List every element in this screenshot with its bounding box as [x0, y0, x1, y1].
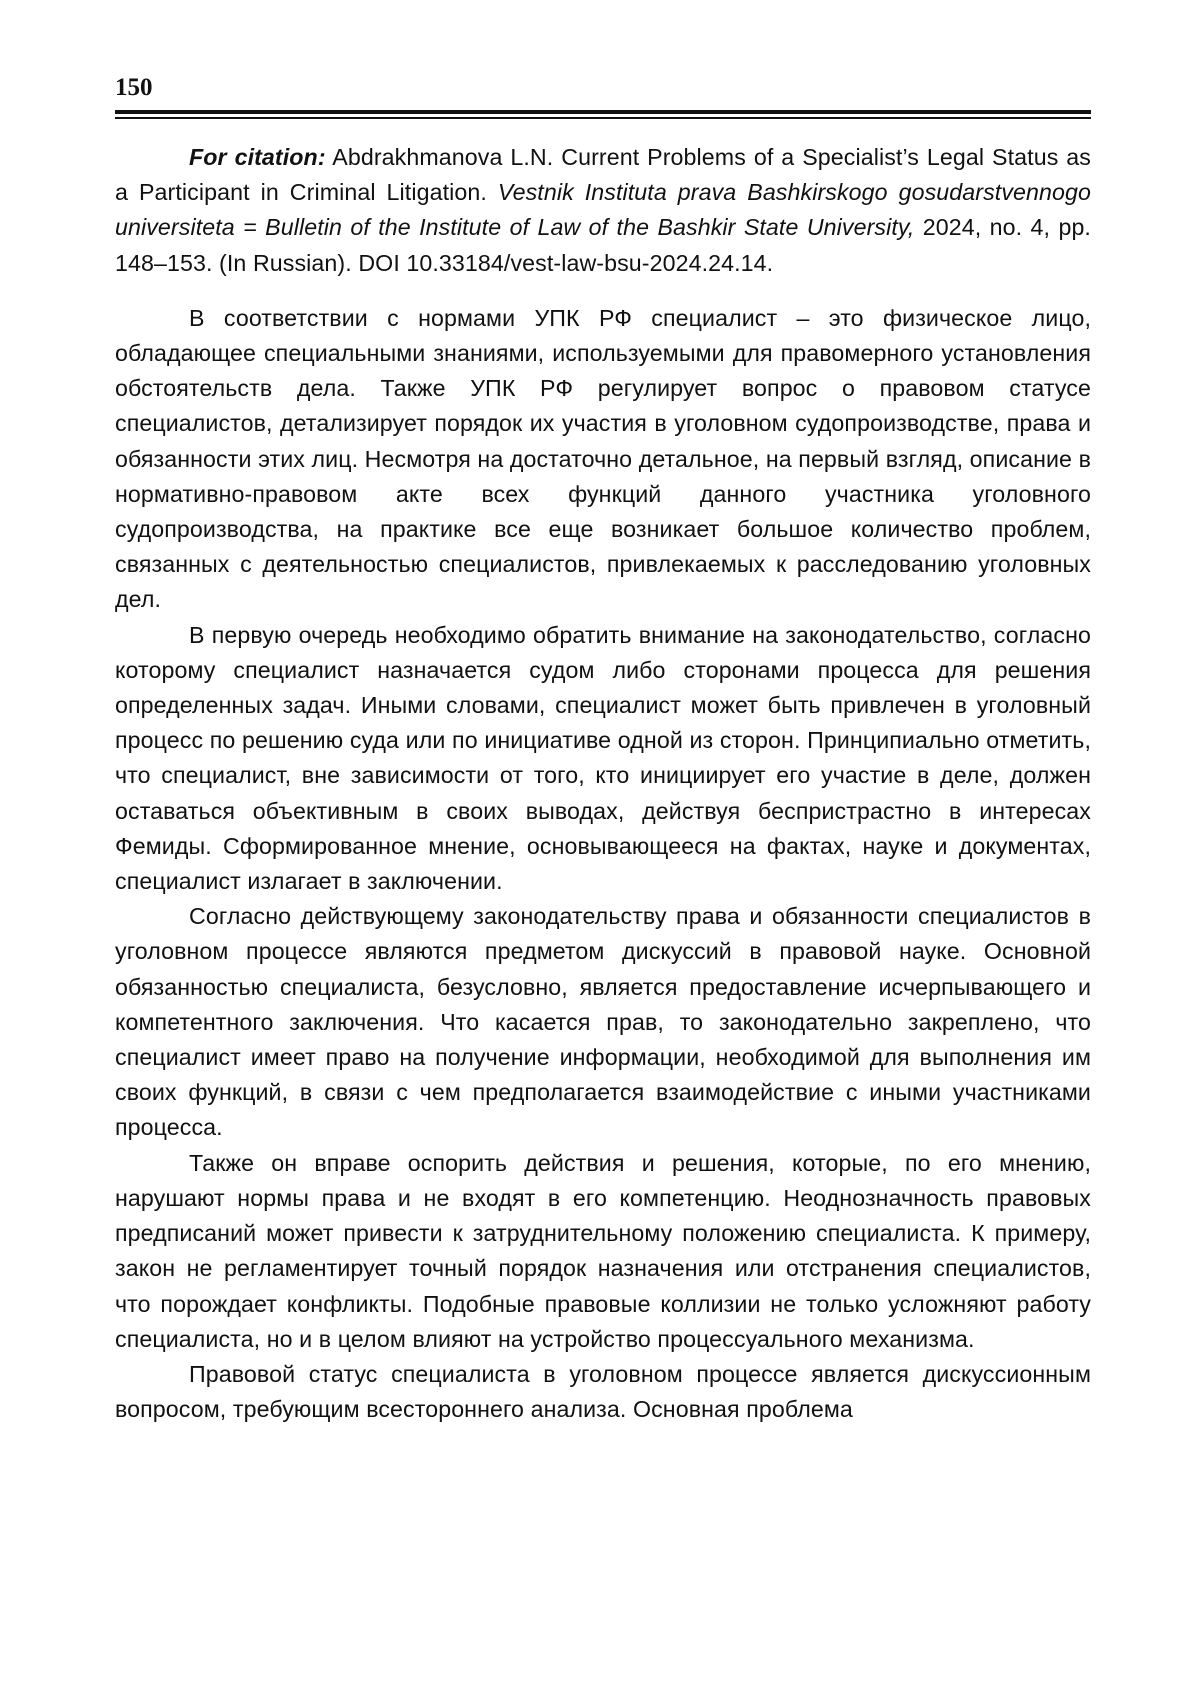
- citation-journal: Vestnik Instituta prava Bashkirskogo gosudarstvennogo universiteta = Bulletin of the Institute of Law of the Bashkir State University,: [115, 179, 1091, 241]
- citation-label: For citation:: [189, 144, 326, 170]
- article-body: [115, 140, 1091, 1427]
- header-rule-thin: [115, 117, 1091, 119]
- paragraph-1: В соответствии с нормами УПК РФ специалист – это физическое лицо, обладающее специальными знаниями, используемыми для правомерного установления обстоятельств дела. Также УПК РФ регулирует вопрос о правовом статусе специалистов, детализирует порядок их участия в уголовном судопроизводстве, права и обязанности этих лиц. Несмотря на достаточно детальное, на первый взгляд, описание в нормативно-правовом акте всех функций данного участника уголовного судопроизводства, на практике все еще возникает большое количество проблем, связанных с деятельностью специалистов, привлекаемых к расследованию уголовных дел.: [115, 304, 1091, 613]
- paragraph-3: Согласно действующему законодательству права и обязанности специалистов в уголовном процессе являются предметом дискуссий в правовой науке. Основной обязанностью специалиста, безусловно, является предоставление исчерпывающего и компетентного заключения. Что касается прав, то законодательно закреплено, что специалист имеет право на получение информации, необходимой для выполнения им своих функций, в связи с чем предполагается взаимодействие с иными участниками процесса.: [115, 903, 1091, 1141]
- citation-paragraph: [115, 140, 1091, 281]
- paragraph-5: Правовой статус специалиста в уголовном процессе является дискуссионным вопросом, требующим всестороннего анализа. Основная проблема: [115, 1360, 1091, 1423]
- page-number: 150: [115, 74, 153, 101]
- citation-text-2: 2024, no. 4, pp. 148–153. (In Russian). DOI 10.33184/vest-law-bsu-2024.24.14.: [115, 214, 1091, 276]
- paragraph-4: Также он вправе оспорить действия и решения, которые, по его мнению, нарушают нормы права и не входят в его компетенцию. Неоднозначность правовых предписаний может привести к затруднительному положению специалиста. К примеру, закон не регламентирует точный порядок назначения или отстранения специалистов, что порождает конфликты. Подобные правовые коллизии не только усложняют работу специалиста, но и в целом влияют на устройство процессуального механизма.: [115, 1149, 1091, 1352]
- header-rule-thick: [115, 110, 1091, 114]
- paragraph-2: В первую очередь необходимо обратить внимание на законодательство, согласно которому специалист назначается судом либо сторонами процесса для решения определенных задач. Иными словами, специалист может быть привлечен в уголовный процесс по решению суда или по инициативе одной из сторон. Принципиально отметить, что специалист, вне зависимости от того, кто инициирует его участие в деле, должен оставаться объективным в своих выводах, действуя беспристрастно в интересах Фемиды. Сформированное мнение, основывающееся на фактах, науке и документах, специалист излагает в заключении.: [115, 621, 1091, 895]
- citation-text-1: Abdrakhmanova L.N. Current Problems of a Specialist’s Legal Status as a Participant in Criminal Litigation.: [115, 144, 1091, 206]
